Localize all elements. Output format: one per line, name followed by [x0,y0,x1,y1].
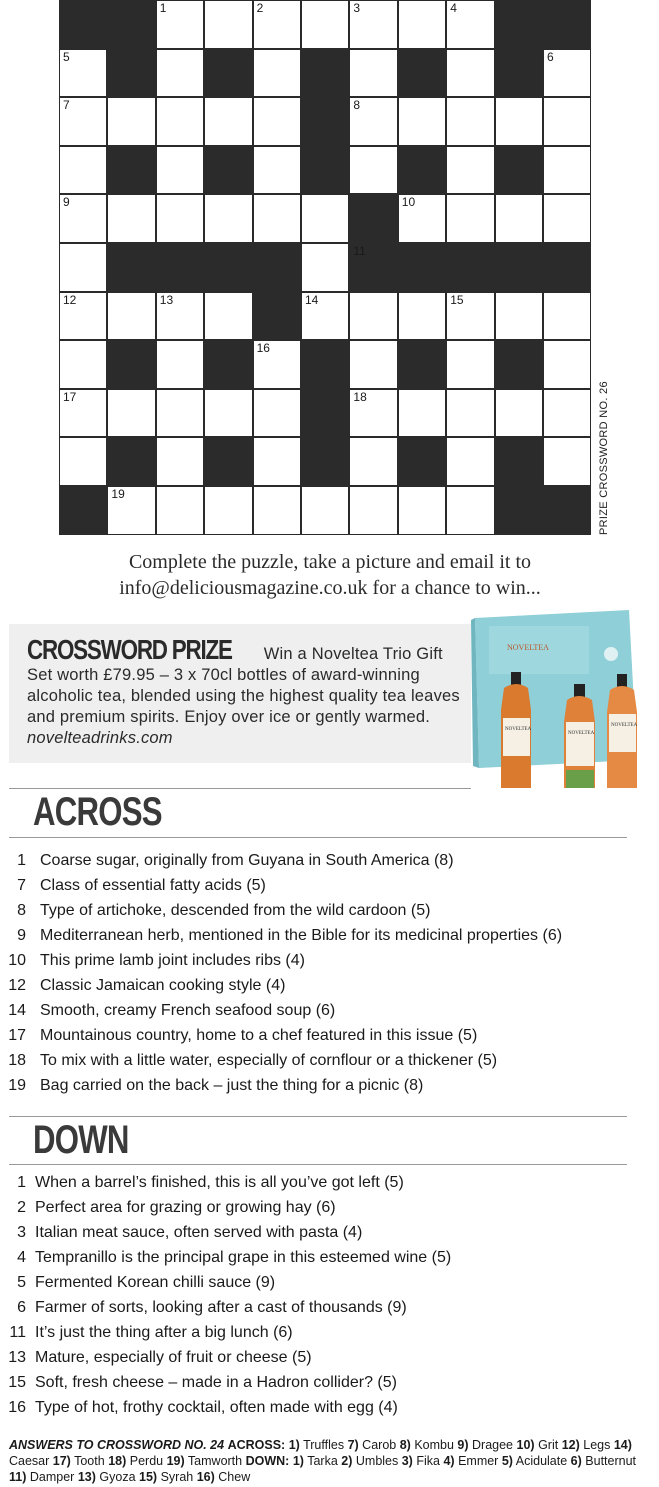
answer-number: 4) [443,1454,455,1468]
grid-block [204,49,252,98]
grid-cell[interactable] [253,194,301,243]
grid-cell[interactable] [301,243,349,292]
grid-cell[interactable] [349,292,397,341]
clue-number: 11 [9,1324,26,1341]
clue-number: 1 [17,852,26,869]
grid-block [301,340,349,389]
grid-block [301,437,349,486]
answer-word: Perdu [129,1454,164,1468]
grid-cell[interactable] [253,146,301,195]
answer-number: 12) [561,1438,580,1452]
clue-number: 3 [17,1224,26,1241]
grid-block [301,97,349,146]
grid-block [495,0,543,49]
grid-block [204,243,252,292]
grid-cell[interactable] [446,0,494,49]
answer-word: Gyoza [99,1470,136,1484]
clue-number: 1 [17,1174,26,1191]
divider [9,788,471,789]
grid-block [107,49,155,98]
clue-number: 7 [17,877,26,894]
answer-number: 7) [347,1438,359,1452]
down-clue [0,1295,659,1320]
grid-cell[interactable] [398,194,446,243]
grid-block [301,146,349,195]
divider [9,1116,627,1117]
prize-link[interactable]: novelteadrinks.com [27,729,173,747]
grid-cell[interactable] [253,49,301,98]
clue-text: Soft, fresh cheese – made in a Hadron collider? (5) [35,1374,397,1391]
grid-cell[interactable] [446,97,494,146]
grid-cell[interactable] [107,292,155,341]
intro-line-1: Complete the puzzle, take a picture and email it to [128,551,532,573]
answer-word: Kombu [414,1438,454,1452]
clue-number: 10 [8,952,26,969]
grid-cell[interactable] [301,292,349,341]
grid-cell[interactable] [253,0,301,49]
noveltea-gift-set-image [471,610,639,788]
grid-block [543,243,591,292]
answer-word: Acidulate [515,1454,568,1468]
clue-number: 14 [305,292,319,307]
grid-cell[interactable] [446,49,494,98]
grid-cell[interactable] [446,292,494,341]
answer-word: Umbles [355,1454,399,1468]
grid-cell[interactable] [59,146,107,195]
grid-cell[interactable] [59,292,107,341]
grid-cell[interactable] [446,340,494,389]
grid-cell[interactable] [107,194,155,243]
grid-cell[interactable] [349,146,397,195]
grid-cell[interactable] [59,97,107,146]
clue-number: 10 [401,195,416,210]
clue-number: 1 [159,1,167,15]
answer-number: 14) [613,1438,632,1452]
down-clue [0,1270,659,1295]
clue-text: Type of hot, frothy cocktail, often made with egg (4) [35,1399,398,1416]
grid-cell[interactable] [495,97,543,146]
grid-cell[interactable] [204,97,252,146]
clue-text: Mediterranean herb, mentioned in the Bible for its medicinal properties (6) [40,927,563,944]
grid-cell[interactable] [398,0,446,49]
answer-word: Carob [362,1438,397,1452]
across-clue [0,923,659,948]
grid-cell[interactable] [349,389,397,438]
grid-cell[interactable] [543,292,591,341]
grid-cell[interactable] [156,292,204,341]
grid-block [301,389,349,438]
bottle-right-label: NOVELTEA [611,723,638,728]
intro-text [20,549,640,601]
clue-number: 9 [17,927,26,944]
down-heading: DOWN [33,1118,129,1162]
grid-cell[interactable] [253,97,301,146]
clue-number: 9 [63,195,70,210]
clue-text: Mature, especially of fruit or cheese (5) [35,1349,312,1366]
clue-number: 6 [547,49,554,64]
grid-cell[interactable] [156,49,204,98]
answer-word: Truffles [303,1438,345,1452]
answer-word: Caesar [9,1454,50,1468]
clue-text: Type of artichoke, descended from the wild cardoon (5) [40,902,431,919]
clue-text: Farmer of sorts, looking after a cast of thousands (9) [35,1299,407,1316]
clue-text: It’s just the thing after a big lunch (6) [35,1324,293,1341]
grid-block [107,340,155,389]
clue-number: 5 [63,49,70,64]
down-clue [0,1395,659,1420]
answer-number: 9) [457,1438,469,1452]
grid-block [107,437,155,486]
answer-word: Grit [538,1438,559,1452]
grid-cell[interactable] [543,146,591,195]
grid-block [204,146,252,195]
answer-number: 8) [399,1438,411,1452]
grid-block [107,243,155,292]
grid-cell[interactable] [543,437,591,486]
answer-number: 19) [166,1454,185,1468]
grid-block [495,146,543,195]
down-clue [0,1370,659,1395]
clue-text: Italian meat sauce, often served with pasta (4) [35,1224,363,1241]
answers-down-label: DOWN: [245,1454,290,1468]
clue-number: 16 [256,341,270,356]
grid-cell[interactable] [398,97,446,146]
clue-text: This prime lamb joint includes ribs (4) [40,952,305,969]
grid-block [398,340,446,389]
answer-number: 11) [9,1470,27,1484]
grid-cell[interactable] [59,243,107,292]
grid-cell[interactable] [59,49,107,98]
clue-number: 11 [353,244,366,258]
grid-cell[interactable] [543,340,591,389]
clue-number: 13 [159,292,174,307]
clue-number: 18 [8,1052,26,1069]
clue-text: Mountainous country, home to a chef featured in this issue (5) [40,1027,478,1044]
crossword-issue-label: PRIZE CROSSWORD NO. 26 [598,381,610,535]
grid-cell[interactable] [543,389,591,438]
grid-block [543,486,591,535]
answer-number: 15) [139,1470,158,1484]
answer-word: Fika [416,1454,440,1468]
across-clue [0,873,659,898]
grid-cell[interactable] [59,340,107,389]
across-clue [0,998,659,1023]
clue-text: Tempranillo is the principal grape in this esteemed wine (5) [35,1249,452,1266]
grid-cell[interactable] [446,146,494,195]
grid-cell[interactable] [349,340,397,389]
clue-number: 8 [353,98,361,113]
grid-cell[interactable] [59,437,107,486]
answer-word: Butternut [585,1454,637,1468]
prize-description [27,634,472,749]
box-brand-text: NOVELTEA [507,643,549,652]
down-clue [0,1245,659,1270]
clue-number: 19 [111,487,125,501]
down-clue [0,1320,659,1345]
grid-cell[interactable] [301,486,349,535]
answer-word: Tooth [74,1454,105,1468]
answer-number: 17) [52,1454,71,1468]
grid-block [204,340,252,389]
answer-number: 1) [288,1438,300,1452]
prize-title: CROSSWORD PRIZE [27,634,232,665]
answer-word: Chew [218,1470,251,1484]
grid-block [59,486,107,535]
bottle-middle-label: NOVELTEA [568,731,595,736]
clue-text: Class of essential fatty acids (5) [40,877,266,894]
grid-cell[interactable] [349,437,397,486]
grid-cell[interactable] [156,0,204,49]
intro-line-2: info@deliciousmagazine.co.uk for a chance to win... [119,577,541,599]
grid-block [301,49,349,98]
clue-number: 18 [353,389,367,404]
grid-cell[interactable] [495,292,543,341]
grid-cell[interactable] [543,97,591,146]
grid-cell[interactable] [253,340,301,389]
prize-body: Win a Noveltea Trio Gift Set worth £79.95 – 3 x 70cl bottles of award-winning alcoholic tea, blended using the highest quality tea leaves and premium spirits. Enjoy over ice or gently warmed. [27,645,460,726]
grid-cell[interactable] [204,0,252,49]
down-clue [0,1170,659,1195]
grid-cell[interactable] [349,49,397,98]
grid-cell[interactable] [204,389,252,438]
grid-block [495,243,543,292]
across-clue [0,973,659,998]
bottle-middle [564,684,595,788]
answer-number: 2) [341,1454,353,1468]
grid-block [349,243,397,292]
grid-cell[interactable] [495,389,543,438]
clue-number: 19 [8,1077,26,1094]
grid-cell[interactable] [156,97,204,146]
grid-block [349,194,397,243]
grid-cell[interactable] [204,194,252,243]
grid-cell[interactable] [156,340,204,389]
clue-text: To mix with a little water, especially of cornflour or a thickener (5) [40,1052,498,1069]
across-clue [0,1023,659,1048]
grid-cell[interactable] [349,486,397,535]
answers-heading: ANSWERS TO CROSSWORD NO. 24 [9,1438,225,1452]
answer-word: Tarka [307,1454,338,1468]
clue-number: 15 [8,1374,26,1391]
crossword-grid [59,0,591,535]
across-clue [0,948,659,973]
clue-number: 2 [256,1,264,15]
answer-number: 3) [401,1454,413,1468]
grid-cell[interactable] [253,486,301,535]
clue-number: 13 [8,1349,26,1366]
previous-answers [9,1437,649,1485]
grid-block [253,292,301,341]
grid-block [495,437,543,486]
grid-cell[interactable] [253,389,301,438]
divider [9,1164,627,1165]
answer-word: Tamworth [187,1454,243,1468]
grid-cell[interactable] [349,97,397,146]
clue-number: 4 [17,1249,26,1266]
clue-number: 2 [17,1199,26,1216]
answer-word: Legs [583,1438,611,1452]
down-clue-list [0,1170,659,1420]
bottle-right [607,674,638,788]
grid-cell[interactable] [107,486,155,535]
grid-cell[interactable] [446,437,494,486]
grid-cell[interactable] [156,486,204,535]
grid-cell[interactable] [349,0,397,49]
answer-word: Emmer [458,1454,499,1468]
clue-number: 14 [8,1002,26,1019]
answer-word: Damper [29,1470,75,1484]
grid-block [398,49,446,98]
answer-number: 1) [292,1454,304,1468]
grid-cell[interactable] [543,194,591,243]
answer-number: 18) [108,1454,127,1468]
answer-word: Syrah [160,1470,194,1484]
clue-text: Classic Jamaican cooking style (4) [40,977,286,994]
answer-word: Dragee [472,1438,514,1452]
clue-number: 16 [8,1399,26,1416]
clue-number: 12 [8,977,26,994]
down-clue [0,1345,659,1370]
grid-block [495,340,543,389]
divider [9,837,627,838]
answer-number: 6) [570,1454,582,1468]
across-heading: ACROSS [33,790,162,834]
clue-number: 3 [353,1,361,15]
clue-number: 8 [17,902,26,919]
grid-cell[interactable] [543,49,591,98]
grid-cell[interactable] [398,389,446,438]
grid-cell[interactable] [301,0,349,49]
grid-block [446,243,494,292]
across-clue [0,848,659,873]
clue-number: 17 [8,1027,26,1044]
clue-number: 5 [17,1274,26,1291]
answer-number: 13) [77,1470,96,1484]
grid-cell[interactable] [156,437,204,486]
grid-block [495,49,543,98]
clue-text: Smooth, creamy French seafood soup (6) [40,1002,336,1019]
bottle-left [501,672,532,788]
grid-cell[interactable] [446,389,494,438]
answer-number: 10) [516,1438,535,1452]
grid-block [495,486,543,535]
clue-text: Fermented Korean chilli sauce (9) [35,1274,276,1291]
bottle-left-label: NOVELTEA [505,727,532,732]
grid-block [107,0,155,49]
across-clue [0,898,659,923]
grid-cell[interactable] [59,389,107,438]
grid-block [398,146,446,195]
clue-number: 7 [63,98,70,113]
grid-cell[interactable] [398,292,446,341]
grid-cell[interactable] [107,389,155,438]
grid-cell[interactable] [301,194,349,243]
grid-block [156,243,204,292]
clue-text: Perfect area for grazing or growing hay (6) [35,1199,336,1216]
grid-block [107,146,155,195]
clue-number: 6 [17,1299,26,1316]
grid-cell[interactable] [495,194,543,243]
grid-cell[interactable] [204,486,252,535]
down-clue [0,1220,659,1245]
down-clue [0,1195,659,1220]
grid-block [253,243,301,292]
grid-cell[interactable] [446,486,494,535]
answer-number: 5) [501,1454,513,1468]
grid-cell[interactable] [253,437,301,486]
grid-cell[interactable] [156,389,204,438]
grid-cell[interactable] [59,194,107,243]
answers-across-label: ACROSS: [227,1438,286,1452]
clue-number: 15 [450,292,464,307]
grid-block [59,0,107,49]
across-clue [0,1073,659,1098]
clue-number: 12 [63,292,77,307]
clue-text: When a barrel’s finished, this is all you’ve got left (5) [35,1174,404,1191]
clue-text: Coarse sugar, originally from Guyana in South America (8) [40,852,454,869]
answer-number: 16) [196,1470,215,1484]
grid-block [398,243,446,292]
grid-block [398,437,446,486]
grid-cell[interactable] [156,146,204,195]
grid-cell[interactable] [156,194,204,243]
clue-text: Bag carried on the back – just the thing for a picnic (8) [40,1077,424,1094]
grid-cell[interactable] [398,486,446,535]
grid-cell[interactable] [446,194,494,243]
across-clue-list [0,848,659,1098]
grid-block [204,437,252,486]
across-clue [0,1048,659,1073]
clue-number: 4 [450,1,457,15]
grid-block [543,0,591,49]
clue-number: 17 [63,389,77,404]
grid-cell[interactable] [204,292,252,341]
grid-cell[interactable] [107,97,155,146]
